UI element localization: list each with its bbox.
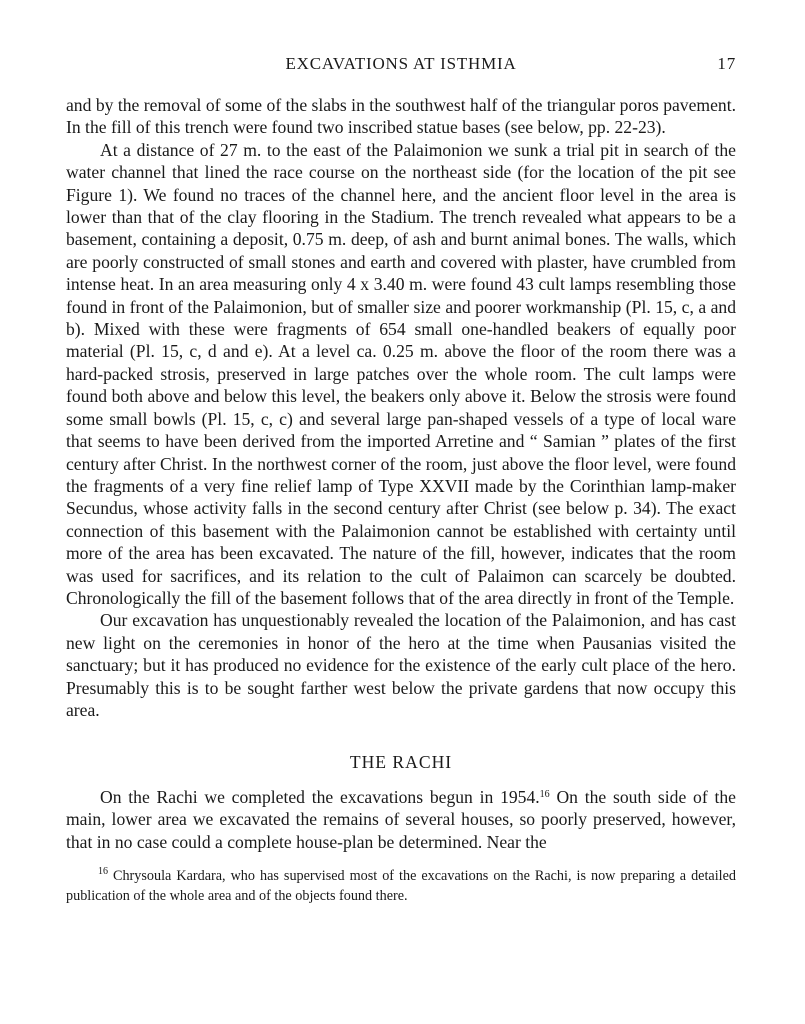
footnote-reference: 16	[539, 788, 550, 800]
page	[66, 50, 736, 906]
footnote	[66, 866, 736, 906]
rachi-text-end: On the south side of the main, lower area we excavated the remains of several houses, so poorly preserved, however, that in no case could a complete house-plan be determined. Near the	[66, 786, 736, 852]
running-title: EXCAVATIONS AT ISTHMIA	[285, 54, 517, 73]
paragraph-rachi	[66, 786, 736, 853]
body-text	[66, 94, 736, 853]
footnote-text: Chrysoula Kardara, who has supervised most of the excavations on the Rachi, is now preparing a detailed publication of the whole area and of the objects found there.	[66, 868, 736, 904]
footnote-number: 16	[98, 866, 108, 877]
page-number: 17	[717, 54, 736, 73]
paragraph-trial-pit: At a distance of 27 m. to the east of the Palaimonion we sunk a trial pit in search of the water channel that lined the race course on the northeast side (for the location of the pit see Figure 1). We found no traces of the channel here, and the ancient floor level in the area is lower than that of the clay flooring in the Stadium. The trench revealed what appears to be a basement, containing a deposit, 0.75 m. deep, of ash and burnt animal bones. The walls, which are poorly constructed of small stones and earth and covered with plaster, have crumbled from intense heat. In an area measuring only 4 x 3.40 m. were found 43 cult lamps resembling those found in front of the Palaimonion, but of smaller size and poorer workmanship (Pl. 15, c, a and b). Mixed with these were fragments of 654 small one-handled beakers of equally poor material (Pl. 15, c, d and e). At a level ca. 0.25 m. above the floor of the room there was a hard-packed strosis, preserved in large patches over the whole room. The cult lamps were found both above and below this level, the beakers only above it. Below the strosis were found some small bowls (Pl. 15, c, c) and several large pan-shaped vessels of a type of local ware that seems to have been derived from the imported Arretine and “ Samian ” plates of the first century after Christ. In the northwest corner of the room, just above the floor level, were found the fragments of a very fine relief lamp of Type XXVII made by the Corinthian lamp-maker Secundus, whose activity falls in the second century after Christ (see below p. 34). The exact connection of this basement with the Palaimonion cannot be established with certainty until more of the area has been excavated. The nature of the fill, however, indicates that the room was used for sacrifices, and its relation to the cult of Palaimon can scarcely be doubted. Chronologically the fill of the basement follows that of the area directly in front of the Temple.	[66, 139, 736, 608]
paragraph-conclusion: Our excavation has unquestionably revealed the location of the Palaimonion, and has cast new light on the ceremonies in honor of the hero at the time when Pausanias visited the sanctuary; but it has produced no evidence for the existence of the early cult place of the hero. Presumably this is to be sought farther west below the private gardens that now occupy this area.	[66, 610, 736, 720]
section-heading: THE RACHI	[349, 752, 453, 773]
paragraph-continuation: and by the removal of some of the slabs in the southwest half of the triangular poros pavement. In the fill of this trench were found two inscribed statue bases (see below, pp. 22-23).	[66, 95, 736, 138]
rachi-text-start: On the Rachi we completed the excavations begun in 1954.	[100, 786, 540, 807]
running-head	[66, 50, 736, 76]
